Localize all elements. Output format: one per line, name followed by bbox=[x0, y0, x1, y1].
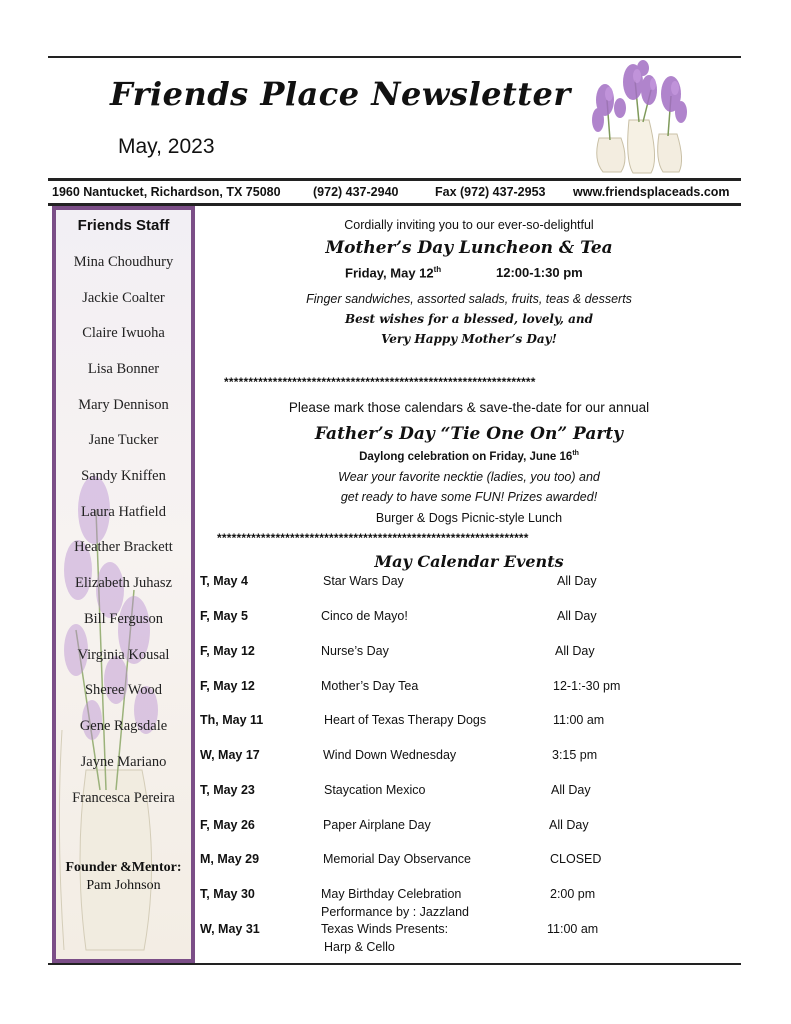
event-date: F, May 26 bbox=[200, 818, 255, 832]
staff-name: Mary Dennison bbox=[78, 397, 169, 413]
staff-name: Jackie Coalter bbox=[82, 290, 165, 306]
separator-stars: **************************************************************** bbox=[217, 531, 529, 545]
event-name: Star Wars Day bbox=[323, 574, 404, 588]
street-address: 1960 Nantucket, Richardson, TX 75080 bbox=[52, 185, 281, 199]
calendar-event-row bbox=[197, 852, 741, 872]
mothers-day-wish-line2: Very Happy Mother’s Day! bbox=[381, 332, 557, 346]
event-time: All Day bbox=[557, 574, 597, 588]
event-time: 3:15 pm bbox=[552, 748, 598, 762]
mothers-day-menu: Finger sandwiches, assorted salads, fruits, teas & desserts bbox=[306, 292, 632, 306]
event-name: May Birthday Celebration bbox=[321, 887, 462, 901]
event-time: 11:00 am bbox=[553, 713, 605, 727]
staff-name: Mina Choudhury bbox=[73, 254, 174, 270]
event-name: Mother’s Day Tea bbox=[321, 679, 419, 693]
event-name: Heart of Texas Therapy Dogs bbox=[324, 713, 487, 727]
calendar-event-row bbox=[197, 887, 741, 923]
staff-name: Virginia Kousal bbox=[77, 647, 170, 663]
address-bar bbox=[52, 183, 738, 202]
mothers-day-title: Mother’s Day Luncheon & Tea bbox=[325, 238, 613, 258]
calendar-event-row bbox=[197, 748, 741, 768]
staff-name: Gene Ragsdale bbox=[79, 718, 168, 734]
event-time: All Day bbox=[557, 609, 597, 623]
issue-date: May, 2023 bbox=[118, 135, 215, 158]
event-detail: Performance by : Jazzland bbox=[321, 905, 469, 919]
event-date: T, May 30 bbox=[200, 887, 255, 901]
calendar-event-row bbox=[197, 922, 741, 958]
footer-rule bbox=[48, 963, 741, 965]
event-date: W, May 17 bbox=[200, 748, 260, 762]
event-time: All Day bbox=[555, 644, 595, 658]
lilac-vase-image bbox=[585, 60, 695, 175]
staff-name: Sandy Kniffen bbox=[81, 468, 166, 484]
event-name: Paper Airplane Day bbox=[323, 818, 431, 832]
calendar-event-row bbox=[197, 713, 741, 733]
event-date: W, May 31 bbox=[200, 922, 260, 936]
event-name: Cinco de Mayo! bbox=[321, 609, 408, 623]
calendar-event-row bbox=[197, 609, 741, 629]
event-time: 11:00 am bbox=[547, 922, 599, 936]
main-content bbox=[197, 206, 741, 963]
staff-name: Francesca Pereira bbox=[72, 790, 175, 806]
phone-number: (972) 437-2940 bbox=[313, 185, 399, 199]
website-link[interactable]: www.friendsplaceads.com bbox=[573, 185, 730, 199]
event-date: F, May 12 bbox=[200, 644, 255, 658]
calendar-event-row bbox=[197, 818, 741, 838]
newsletter-title: Friends Place Newsletter bbox=[110, 75, 571, 113]
event-date: T, May 4 bbox=[200, 574, 248, 588]
event-date: F, May 12 bbox=[200, 679, 255, 693]
fathers-day-intro: Please mark those calendars & save-the-date for our annual bbox=[288, 400, 650, 415]
header-top-rule bbox=[48, 56, 741, 58]
staff-heading: Friends Staff bbox=[77, 217, 170, 234]
event-time: All Day bbox=[551, 783, 591, 797]
fathers-day-date: Daylong celebration on Friday, June 16th bbox=[359, 450, 579, 463]
event-time: CLOSED bbox=[550, 852, 602, 866]
calendar-title: May Calendar Events bbox=[374, 552, 564, 571]
calendar-event-row bbox=[197, 679, 741, 699]
staff-name: Sheree Wood bbox=[84, 682, 163, 698]
event-name: Staycation Mexico bbox=[324, 783, 426, 797]
staff-name: Lisa Bonner bbox=[87, 361, 160, 377]
mothers-day-wish-line1: Best wishes for a blessed, lovely, and bbox=[344, 312, 594, 326]
mothers-day-time: 12:00-1:30 pm bbox=[496, 265, 583, 280]
staff-name: Jayne Mariano bbox=[80, 754, 167, 770]
event-name: Memorial Day Observance bbox=[323, 852, 471, 866]
mothers-day-date: Friday, May 12th bbox=[345, 265, 442, 281]
founder-label: Founder &Mentor: bbox=[65, 860, 182, 875]
fathers-day-line1: Wear your favorite necktie (ladies, you too) and bbox=[338, 470, 600, 484]
event-date: M, May 29 bbox=[200, 852, 260, 866]
staff-name: Laura Hatfield bbox=[81, 504, 166, 520]
staff-name: Jane Tucker bbox=[88, 432, 159, 448]
staff-name: Elizabeth Juhasz bbox=[74, 575, 173, 591]
fathers-day-title: Father’s Day “Tie One On” Party bbox=[314, 424, 624, 444]
event-name: Wind Down Wednesday bbox=[323, 748, 457, 762]
event-time: 2:00 pm bbox=[550, 887, 596, 901]
fax-number: Fax (972) 437-2953 bbox=[435, 185, 546, 199]
staff-name: Heather Brackett bbox=[74, 539, 173, 555]
staff-sidebar bbox=[52, 206, 195, 963]
mothers-day-invite: Cordially inviting you to our ever-so-delightful bbox=[344, 218, 594, 232]
event-name: Nurse’s Day bbox=[321, 644, 389, 658]
event-time: 12-1:-30 pm bbox=[553, 679, 621, 693]
calendar-event-row bbox=[197, 574, 741, 594]
event-date: F, May 5 bbox=[200, 609, 248, 623]
event-date: Th, May 11 bbox=[200, 713, 264, 727]
staff-name: Bill Ferguson bbox=[83, 611, 164, 627]
event-name: Texas Winds Presents: bbox=[321, 922, 449, 936]
address-bar-top-rule bbox=[48, 178, 741, 181]
founder-name: Pam Johnson bbox=[86, 878, 161, 893]
event-detail: Harp & Cello bbox=[324, 940, 395, 954]
event-time: All Day bbox=[549, 818, 589, 832]
staff-name: Claire Iwuoha bbox=[82, 325, 165, 341]
calendar-event-row bbox=[197, 644, 741, 664]
event-date: T, May 23 bbox=[200, 783, 255, 797]
separator-stars: **************************************************************** bbox=[224, 375, 536, 389]
fathers-day-line2: get ready to have some FUN! Prizes awarded! bbox=[340, 490, 598, 504]
fathers-day-lunch: Burger & Dogs Picnic-style Lunch bbox=[375, 511, 563, 525]
calendar-event-row bbox=[197, 783, 741, 803]
